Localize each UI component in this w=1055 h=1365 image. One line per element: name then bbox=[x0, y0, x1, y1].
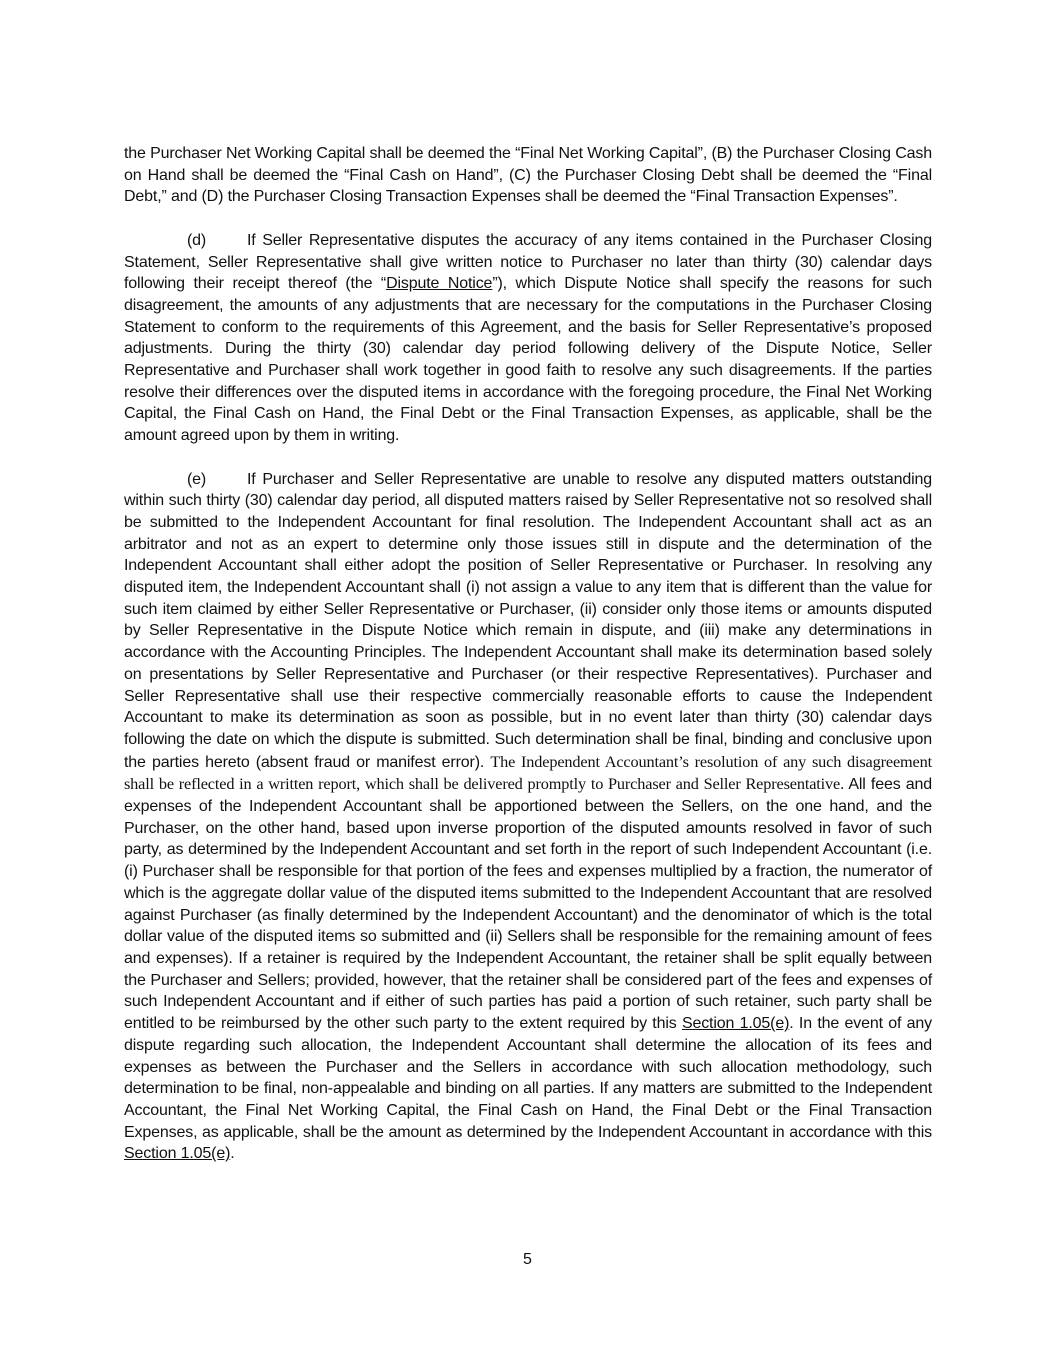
paragraph-continuation bbox=[124, 143, 932, 208]
paragraph-continuation-text: the Purchaser Net Working Capital shall be deemed the “Final Net Working Capital”, (B) the Purchaser Closing Cash on Hand shall be deemed the “Final Cash on Hand”, (C) the Purchaser Closing Debt shall be deemed the “Final Debt,” and (D) the Purchaser Closing Transaction Expenses shall be deemed the “Final Transaction Expenses”. bbox=[124, 145, 932, 206]
paragraph-e-text-3: All fees and expenses of the Independent Accountant shall be apportioned between the Sellers, on the one hand, and the Purchaser, on the other hand, based upon inverse proportion of the disputed amounts resolved in favor of such party, as determined by the Independent Accountant and set forth in the report of such Independent Accountant (i.e. (i) Purchaser shall be responsible for that portion of the fees and expenses multiplied by a fraction, the numerator of which is the aggregate dollar value of the disputed items submitted to the Independent Accountant that are resolved against Purchaser (as finally determined by the Independent Accountant) and the denominator of which is the total dollar value of the disputed items so submitted and (ii) Sellers shall be responsible for the remaining amount of fees and expenses). If a retainer is required by the Independent Accountant, the retainer shall be split equally between the Purchaser and Sellers; provided, however, that the retainer shall be considered part of the fees and expenses of such Independent Accountant and if either of such parties has paid a portion of such retainer, such party shall be entitled to be reimbursed by the other such party to the extent required by this bbox=[124, 776, 932, 1033]
page-number: 5 bbox=[523, 1251, 532, 1268]
paragraph-d bbox=[124, 230, 932, 447]
section-reference-link[interactable]: Section 1.05(e) bbox=[681, 1015, 790, 1033]
paragraph-d-text-1: If Seller Representative disputes the accuracy of any items contained in the Purchaser Closing Statement, Seller Representative shall give written notice to Purchaser no later than thirty (30) calendar days following their receipt thereof (the “ bbox=[124, 231, 932, 293]
defined-term-dispute-notice: Dispute Notice bbox=[386, 275, 493, 293]
paragraph-e-label: (e) bbox=[187, 470, 207, 488]
paragraph-e-text-5: . bbox=[230, 1145, 235, 1163]
paragraph-e bbox=[124, 469, 932, 1166]
paragraph-e-text-2: The Independent Accountant’s resolution of any such disagreement shall be reflected in a written report, which shall be delivered promptly to Purchaser and Seller Representative. bbox=[124, 751, 932, 794]
paragraph-d-text-2: ”), which Dispute Notice shall specify the reasons for such disagreement, the amounts of any adjustments that are necessary for the computations in the Purchaser Closing Statement to conform to the requirements of this Agreement, and the basis for Seller Representative’s proposed adjustments. During the thirty (30) calendar day period following delivery of the Dispute Notice, Seller Representative and Purchaser shall work together in good faith to resolve any such disagreements. If the parties resolve their differences over the disputed items in accordance with the foregoing procedure, the Final Net Working Capital, the Final Cash on Hand, the Final Debt or the Final Transaction Expenses, as applicable, shall be the amount agreed upon by them in writing. bbox=[124, 275, 932, 445]
paragraph-e-text-1: If Purchaser and Seller Representative are unable to resolve any disputed matters outstanding within such thirty (30) calendar day period, all disputed matters raised by Seller Representative not so resolved shall be submitted to the Independent Accountant for final resolution. The Independent Accountant shall act as an arbitrator and not as an expert to determine only those issues still in dispute and the determination of the Independent Accountant shall either adopt the position of Seller Representative or Purchaser. In resolving any disputed item, the Independent Accountant shall (i) not assign a value to any item that is different than the value for such item claimed by either Seller Representative or Purchaser, (ii) consider only those items or amounts disputed by Seller Representative in the Dispute Notice which remain in dispute, and (iii) make any determinations in accordance with the Accounting Principles. The Independent Accountant shall make its determination based solely on presentations by Seller Representative and Purchaser (or their respective Representatives). Purchaser and Seller Representative shall use their respective commercially reasonable efforts to cause the Independent Accountant to make its determination as soon as possible, but in no event later than thirty (30) calendar days following the date on which the dispute is submitted. Such determination shall be final, binding and conclusive upon the parties hereto (absent fraud or manifest error). bbox=[124, 470, 932, 771]
section-reference-link[interactable]: Section 1.05(e) bbox=[124, 1145, 231, 1163]
paragraph-d-label: (d) bbox=[187, 231, 207, 249]
paragraph-e-text-4: . In the event of any dispute regarding such allocation, the Independent Accountant shall determine the allocation of its fees and expenses as between the Purchaser and the Sellers in accordance with such allocation methodology, such determination to be final, non-appealable and binding on all parties. If any matters are submitted to the Independent Accountant, the Final Net Working Capital, the Final Cash on Hand, the Final Debt or the Final Transaction Expenses, as applicable, shall be the amount as determined by the Independent Accountant in accordance with this bbox=[124, 1015, 932, 1141]
document-body bbox=[124, 143, 932, 1165]
